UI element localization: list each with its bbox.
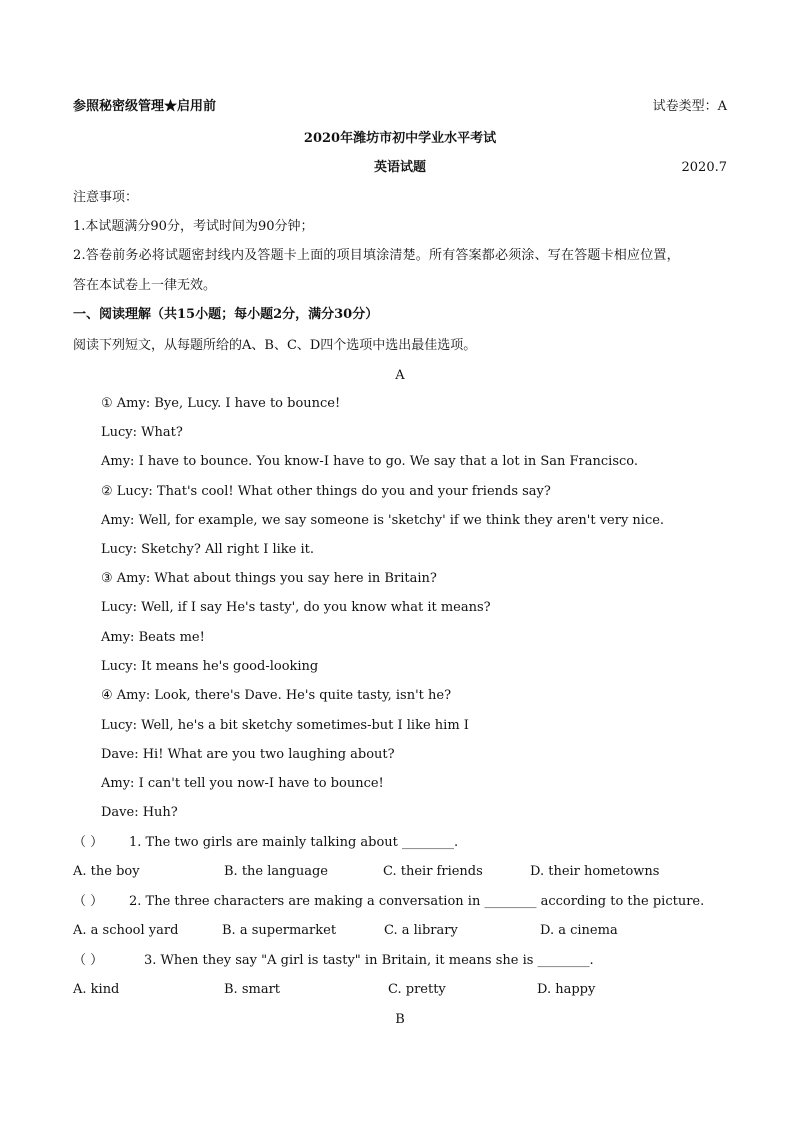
option-d: D. a cinema [540,923,618,938]
question-2 [73,893,704,911]
notes-item-2-line-1: 2.答卷前务必将试题密封线内及答题卡上面的项目填涂清楚。所有答案都必须涂、写在答题卡相应位置， [73,248,680,263]
dialogue-line: Amy: I can't tell you now-I have to bounce! [101,776,384,791]
paper-type: 试卷类型：A [652,99,727,114]
dialogue-line: Lucy: Well, if I say He's tasty', do you know what it means? [101,600,491,615]
dialogue-line: ② Lucy: That's cool! What other things do you and your friends say? [101,484,551,499]
section-1-heading: 一、阅读理解（共15小题；每小题2分，满分30分） [73,307,379,322]
option-c: C. a library [384,923,458,938]
answer-blank: （ ） [73,953,104,968]
option-d: D. their hometowns [530,864,660,879]
option-b: B. a supermarket [222,923,337,938]
dialogue-line: Dave: Huh? [101,805,178,820]
subject-title: 英语试题 [373,160,426,175]
dialogue-line: ① Amy: Bye, Lucy. I have to bounce! [101,396,341,411]
dialogue-line: Lucy: Sketchy? All right I like it. [101,542,315,557]
option-b: B. the language [224,864,328,879]
exam-title: 2020年潍坊市初中学业水平考试 [303,131,497,146]
passage-a-label: A [395,368,405,383]
option-a: A. kind [73,982,120,997]
answer-blank: （ ） [73,894,104,909]
notes-heading: 注意事项： [73,190,139,205]
dialogue-line: Lucy: Well, he's a bit sketchy sometimes-but I like him I [101,718,469,733]
dialogue-line: Amy: I have to bounce. You know-I have to go. We say that a lot in San Francisco. [101,454,639,469]
confidential-label: 参照秘密级管理★启用前 [73,99,217,114]
answer-blank: （ ） [73,835,104,850]
dialogue-line: Amy: Well, for example, we say someone is 'sketchy' if we think they aren't very nice. [101,513,665,528]
question-stem: 1. The two girls are mainly talking about ________. [129,835,459,850]
passage-b-label: B [395,1012,405,1027]
section-1-instruction: 阅读下列短文，从每题所给的A、B、C、D四个选项中选出最佳选项。 [73,338,477,353]
exam-date: 2020.7 [681,160,727,175]
dialogue-line: ④ Amy: Look, there's Dave. He's quite tasty, isn't he? [101,688,452,703]
option-c: C. their friends [383,864,483,879]
option-a: A. a school yard [73,923,179,938]
notes-item-2-line-2: 答在本试卷上一律无效。 [73,278,217,293]
option-b: B. smart [224,982,281,997]
dialogue-line: Amy: Beats me! [101,630,205,645]
dialogue-line: ③ Amy: What about things you say here in Britain? [101,571,437,586]
question-stem: 2. The three characters are making a conversation in ________ according to the picture. [129,894,705,909]
dialogue-line: Dave: Hi! What are you two laughing about? [101,747,395,762]
question-3 [73,952,594,970]
dialogue-line: Lucy: What? [101,425,183,440]
question-1 [73,834,458,852]
option-a: A. the boy [73,864,140,879]
option-d: D. happy [537,982,596,997]
notes-item-1: 1.本试题满分90分，考试时间为90分钟； [73,219,314,234]
dialogue-line: Lucy: It means he's good-looking [101,659,319,674]
option-c: C. pretty [388,982,446,997]
question-stem: 3. When they say "A girl is tasty" in Britain, it means she is ________. [144,953,594,968]
